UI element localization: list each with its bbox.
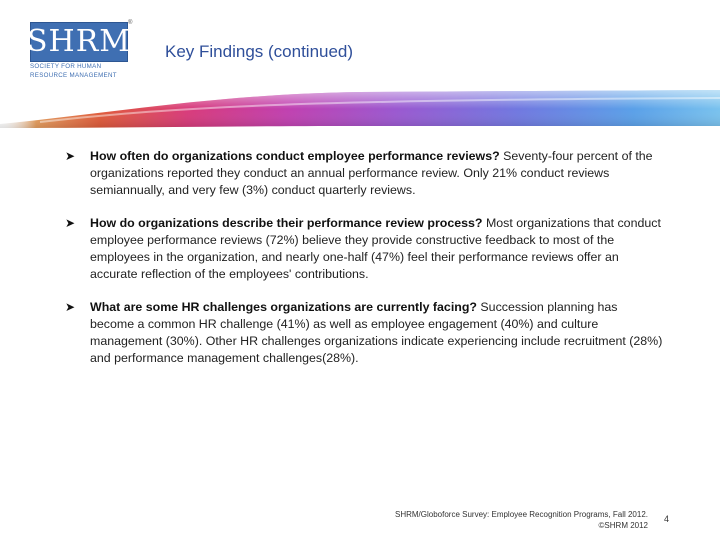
logo-registered-mark: ®	[128, 20, 133, 26]
footer-copyright: ©SHRM 2012	[598, 521, 648, 530]
slide-title: Key Findings (continued)	[165, 42, 354, 61]
finding-question: What are some HR challenges organizations are currently facing?	[90, 300, 477, 314]
finding-item	[65, 215, 665, 283]
logo-tagline	[30, 62, 130, 80]
logo-tagline-line2: RESOURCE MANAGEMENT	[30, 72, 117, 79]
findings-list	[65, 148, 665, 383]
footer-source-text: SHRM/Globoforce Survey: Employee Recognition Programs, Fall 2012.	[395, 510, 648, 519]
band-highlight	[0, 90, 720, 128]
arrow-bullet-icon: ➤	[65, 300, 76, 314]
finding-item	[65, 299, 665, 367]
footer-source	[330, 509, 648, 531]
decorative-band	[0, 88, 720, 128]
arrow-bullet-icon: ➤	[65, 149, 76, 163]
finding-answer: Succession planning has become a common HR challenge (41%) as well as employee engagement (40%) and culture management (30%). Other HR challenges organizations indicate experiencing include recruitment (28%) and performance management challenges(28%).	[90, 300, 663, 365]
logo-letters: SHRM	[26, 24, 132, 59]
arrow-bullet-icon: ➤	[65, 216, 76, 230]
finding-item	[65, 148, 665, 199]
logo-box	[26, 22, 132, 62]
finding-answer: Most organizations that conduct employee performance reviews (72%) believe they provide constructive feedback to most of the employees in the organization, and nearly one-half (47%) feel their performance reviews offer an accurate reflection of the employees' contributions.	[90, 216, 661, 281]
finding-answer: Seventy-four percent of the organizations reported they conduct an annual performance review. Only 21% conduct reviews semiannually, and very few (3%) conduct quarterly reviews.	[90, 149, 653, 197]
shrm-logo	[26, 20, 134, 84]
page-number: 4	[664, 514, 670, 524]
finding-question: How do organizations describe their performance review process?	[90, 216, 483, 230]
logo-tagline-line1: SOCIETY FOR HUMAN	[30, 63, 102, 70]
finding-question: How often do organizations conduct employee performance reviews?	[90, 149, 500, 163]
